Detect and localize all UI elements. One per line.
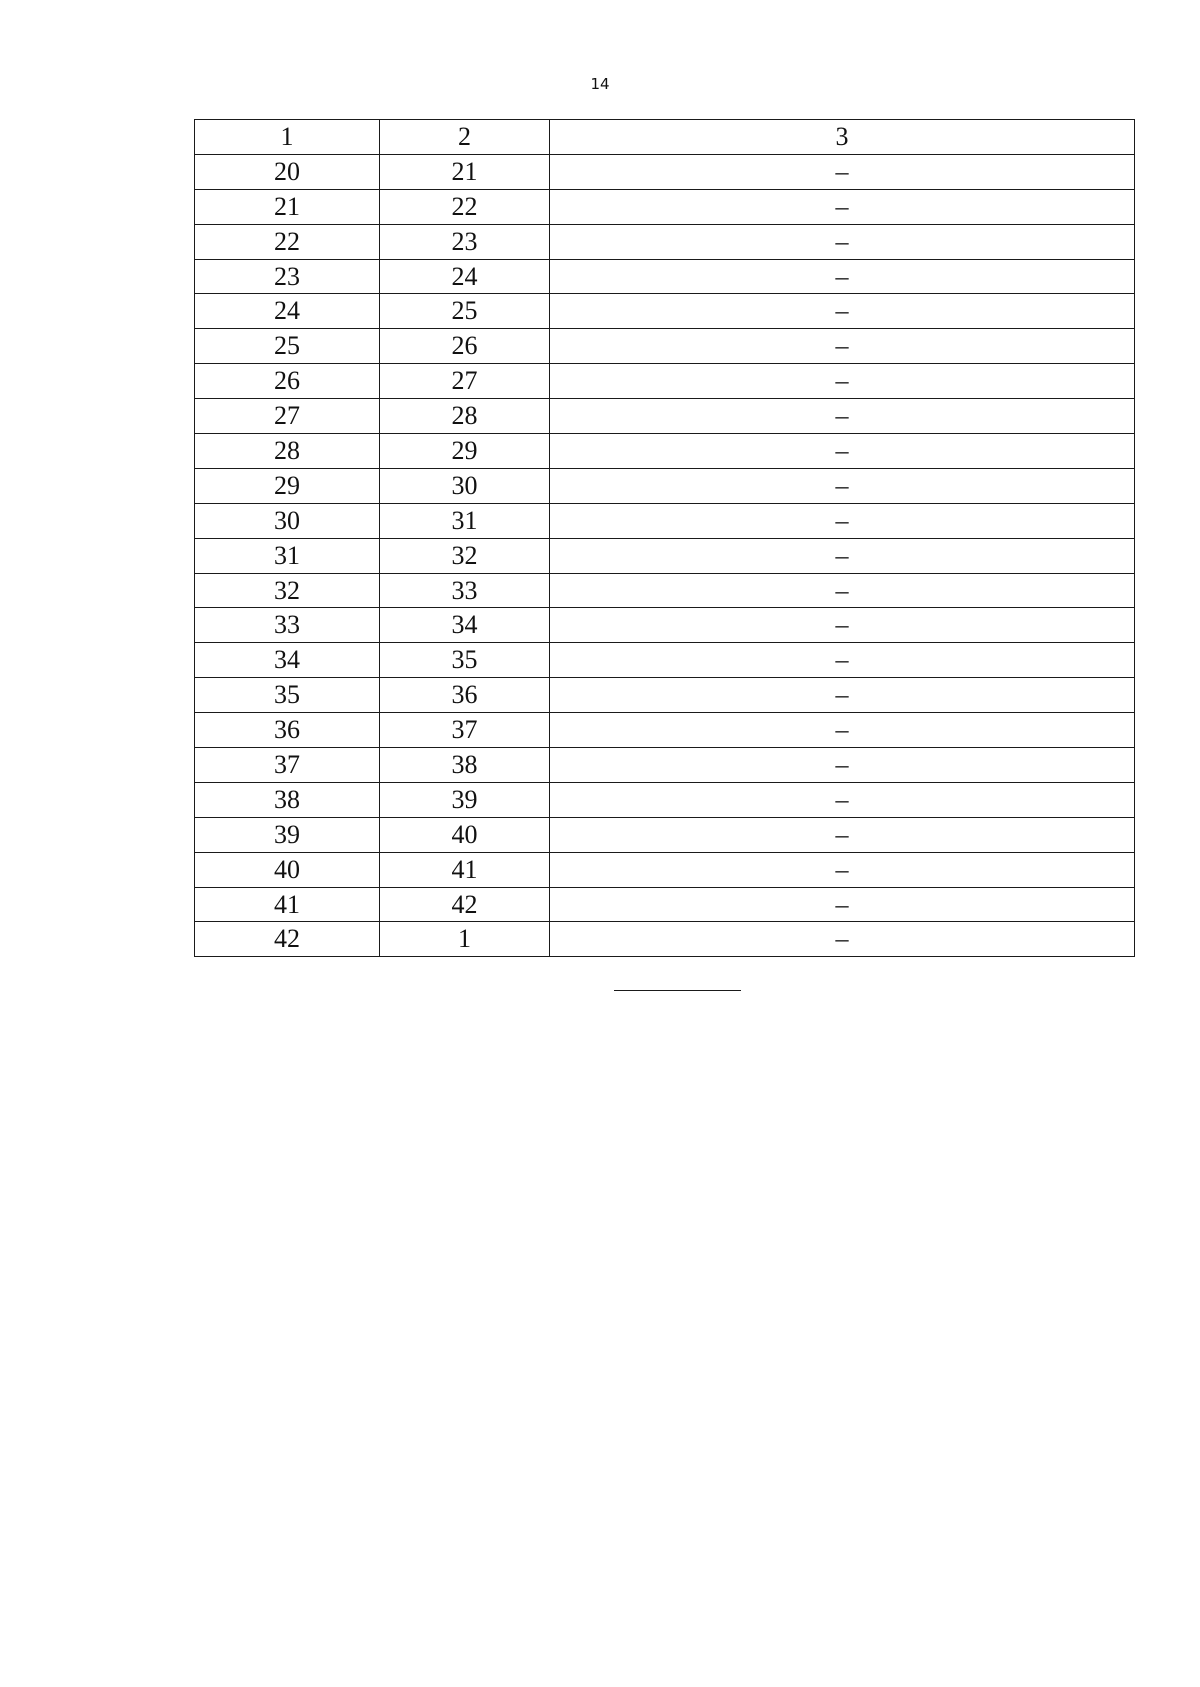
table-cell-col-2: 41 xyxy=(380,852,550,887)
table-row xyxy=(195,817,1135,852)
table-row xyxy=(195,713,1135,748)
table-cell-col-2: 34 xyxy=(380,608,550,643)
table-row xyxy=(195,399,1135,434)
table-cell-col-1: 28 xyxy=(195,434,380,469)
table-cell-col-3: – xyxy=(550,468,1135,503)
table-row xyxy=(195,329,1135,364)
table-cell-col-1: 34 xyxy=(195,643,380,678)
table-cell-col-1: 23 xyxy=(195,259,380,294)
table-row xyxy=(195,294,1135,329)
table-row xyxy=(195,224,1135,259)
table-cell-col-1: 30 xyxy=(195,503,380,538)
header-cell-col-1: 1 xyxy=(195,120,380,155)
table-cell-col-3: – xyxy=(550,364,1135,399)
table-row xyxy=(195,364,1135,399)
table-row xyxy=(195,538,1135,573)
numbering-table xyxy=(194,119,1135,957)
table-row xyxy=(195,259,1135,294)
table-row xyxy=(195,678,1135,713)
table-row xyxy=(195,573,1135,608)
table-row xyxy=(195,922,1135,957)
table-cell-col-1: 20 xyxy=(195,154,380,189)
table-cell-col-2: 27 xyxy=(380,364,550,399)
table-cell-col-2: 30 xyxy=(380,468,550,503)
table-cell-col-2: 1 xyxy=(380,922,550,957)
table-cell-col-3: – xyxy=(550,922,1135,957)
table-cell-col-3: – xyxy=(550,608,1135,643)
table-cell-col-3: – xyxy=(550,259,1135,294)
table-cell-col-3: – xyxy=(550,573,1135,608)
table-cell-col-2: 42 xyxy=(380,887,550,922)
table-cell-col-3: – xyxy=(550,678,1135,713)
header-cell-col-3: 3 xyxy=(550,120,1135,155)
table-cell-col-1: 37 xyxy=(195,748,380,783)
table-cell-col-3: – xyxy=(550,538,1135,573)
table-cell-col-1: 38 xyxy=(195,782,380,817)
table-cell-col-1: 32 xyxy=(195,573,380,608)
table-cell-col-3: – xyxy=(550,399,1135,434)
table-cell-col-2: 28 xyxy=(380,399,550,434)
table-cell-col-1: 29 xyxy=(195,468,380,503)
table-cell-col-2: 24 xyxy=(380,259,550,294)
table-cell-col-3: – xyxy=(550,852,1135,887)
table-cell-col-3: – xyxy=(550,887,1135,922)
page-number: 14 xyxy=(590,75,610,93)
table-cell-col-2: 39 xyxy=(380,782,550,817)
table-row xyxy=(195,434,1135,469)
table-cell-col-2: 31 xyxy=(380,503,550,538)
table-cell-col-2: 37 xyxy=(380,713,550,748)
table-cell-col-2: 35 xyxy=(380,643,550,678)
table-cell-col-3: – xyxy=(550,748,1135,783)
table-cell-col-1: 39 xyxy=(195,817,380,852)
table-cell-col-3: – xyxy=(550,713,1135,748)
table-cell-col-1: 26 xyxy=(195,364,380,399)
table-row xyxy=(195,189,1135,224)
table-row xyxy=(195,782,1135,817)
table-cell-col-2: 21 xyxy=(380,154,550,189)
table-cell-col-2: 23 xyxy=(380,224,550,259)
table-header-row xyxy=(195,120,1135,155)
table-cell-col-3: – xyxy=(550,154,1135,189)
table-cell-col-3: – xyxy=(550,189,1135,224)
table-cell-col-1: 40 xyxy=(195,852,380,887)
table-cell-col-1: 35 xyxy=(195,678,380,713)
table-cell-col-3: – xyxy=(550,434,1135,469)
table-cell-col-2: 22 xyxy=(380,189,550,224)
table-cell-col-3: – xyxy=(550,503,1135,538)
table-cell-col-2: 26 xyxy=(380,329,550,364)
table-cell-col-1: 27 xyxy=(195,399,380,434)
table-row xyxy=(195,154,1135,189)
table-row xyxy=(195,748,1135,783)
table-cell-col-1: 42 xyxy=(195,922,380,957)
table-row xyxy=(195,887,1135,922)
table-cell-col-3: – xyxy=(550,224,1135,259)
table-cell-col-3: – xyxy=(550,782,1135,817)
table-row xyxy=(195,608,1135,643)
table-row xyxy=(195,503,1135,538)
table-cell-col-1: 25 xyxy=(195,329,380,364)
table-cell-col-1: 22 xyxy=(195,224,380,259)
end-of-document-rule xyxy=(614,990,741,991)
table-cell-col-2: 29 xyxy=(380,434,550,469)
table-cell-col-3: – xyxy=(550,329,1135,364)
table-row xyxy=(195,852,1135,887)
table-cell-col-2: 33 xyxy=(380,573,550,608)
table-body xyxy=(195,120,1135,957)
header-cell-col-2: 2 xyxy=(380,120,550,155)
table-cell-col-3: – xyxy=(550,817,1135,852)
table-cell-col-2: 38 xyxy=(380,748,550,783)
table-cell-col-1: 24 xyxy=(195,294,380,329)
table-row xyxy=(195,643,1135,678)
table-cell-col-1: 33 xyxy=(195,608,380,643)
table-cell-col-3: – xyxy=(550,294,1135,329)
table-cell-col-1: 21 xyxy=(195,189,380,224)
table-cell-col-2: 40 xyxy=(380,817,550,852)
table-cell-col-1: 41 xyxy=(195,887,380,922)
table-cell-col-2: 36 xyxy=(380,678,550,713)
table-row xyxy=(195,468,1135,503)
table-cell-col-1: 36 xyxy=(195,713,380,748)
table-cell-col-1: 31 xyxy=(195,538,380,573)
table-cell-col-2: 25 xyxy=(380,294,550,329)
table-cell-col-2: 32 xyxy=(380,538,550,573)
table-cell-col-3: – xyxy=(550,643,1135,678)
